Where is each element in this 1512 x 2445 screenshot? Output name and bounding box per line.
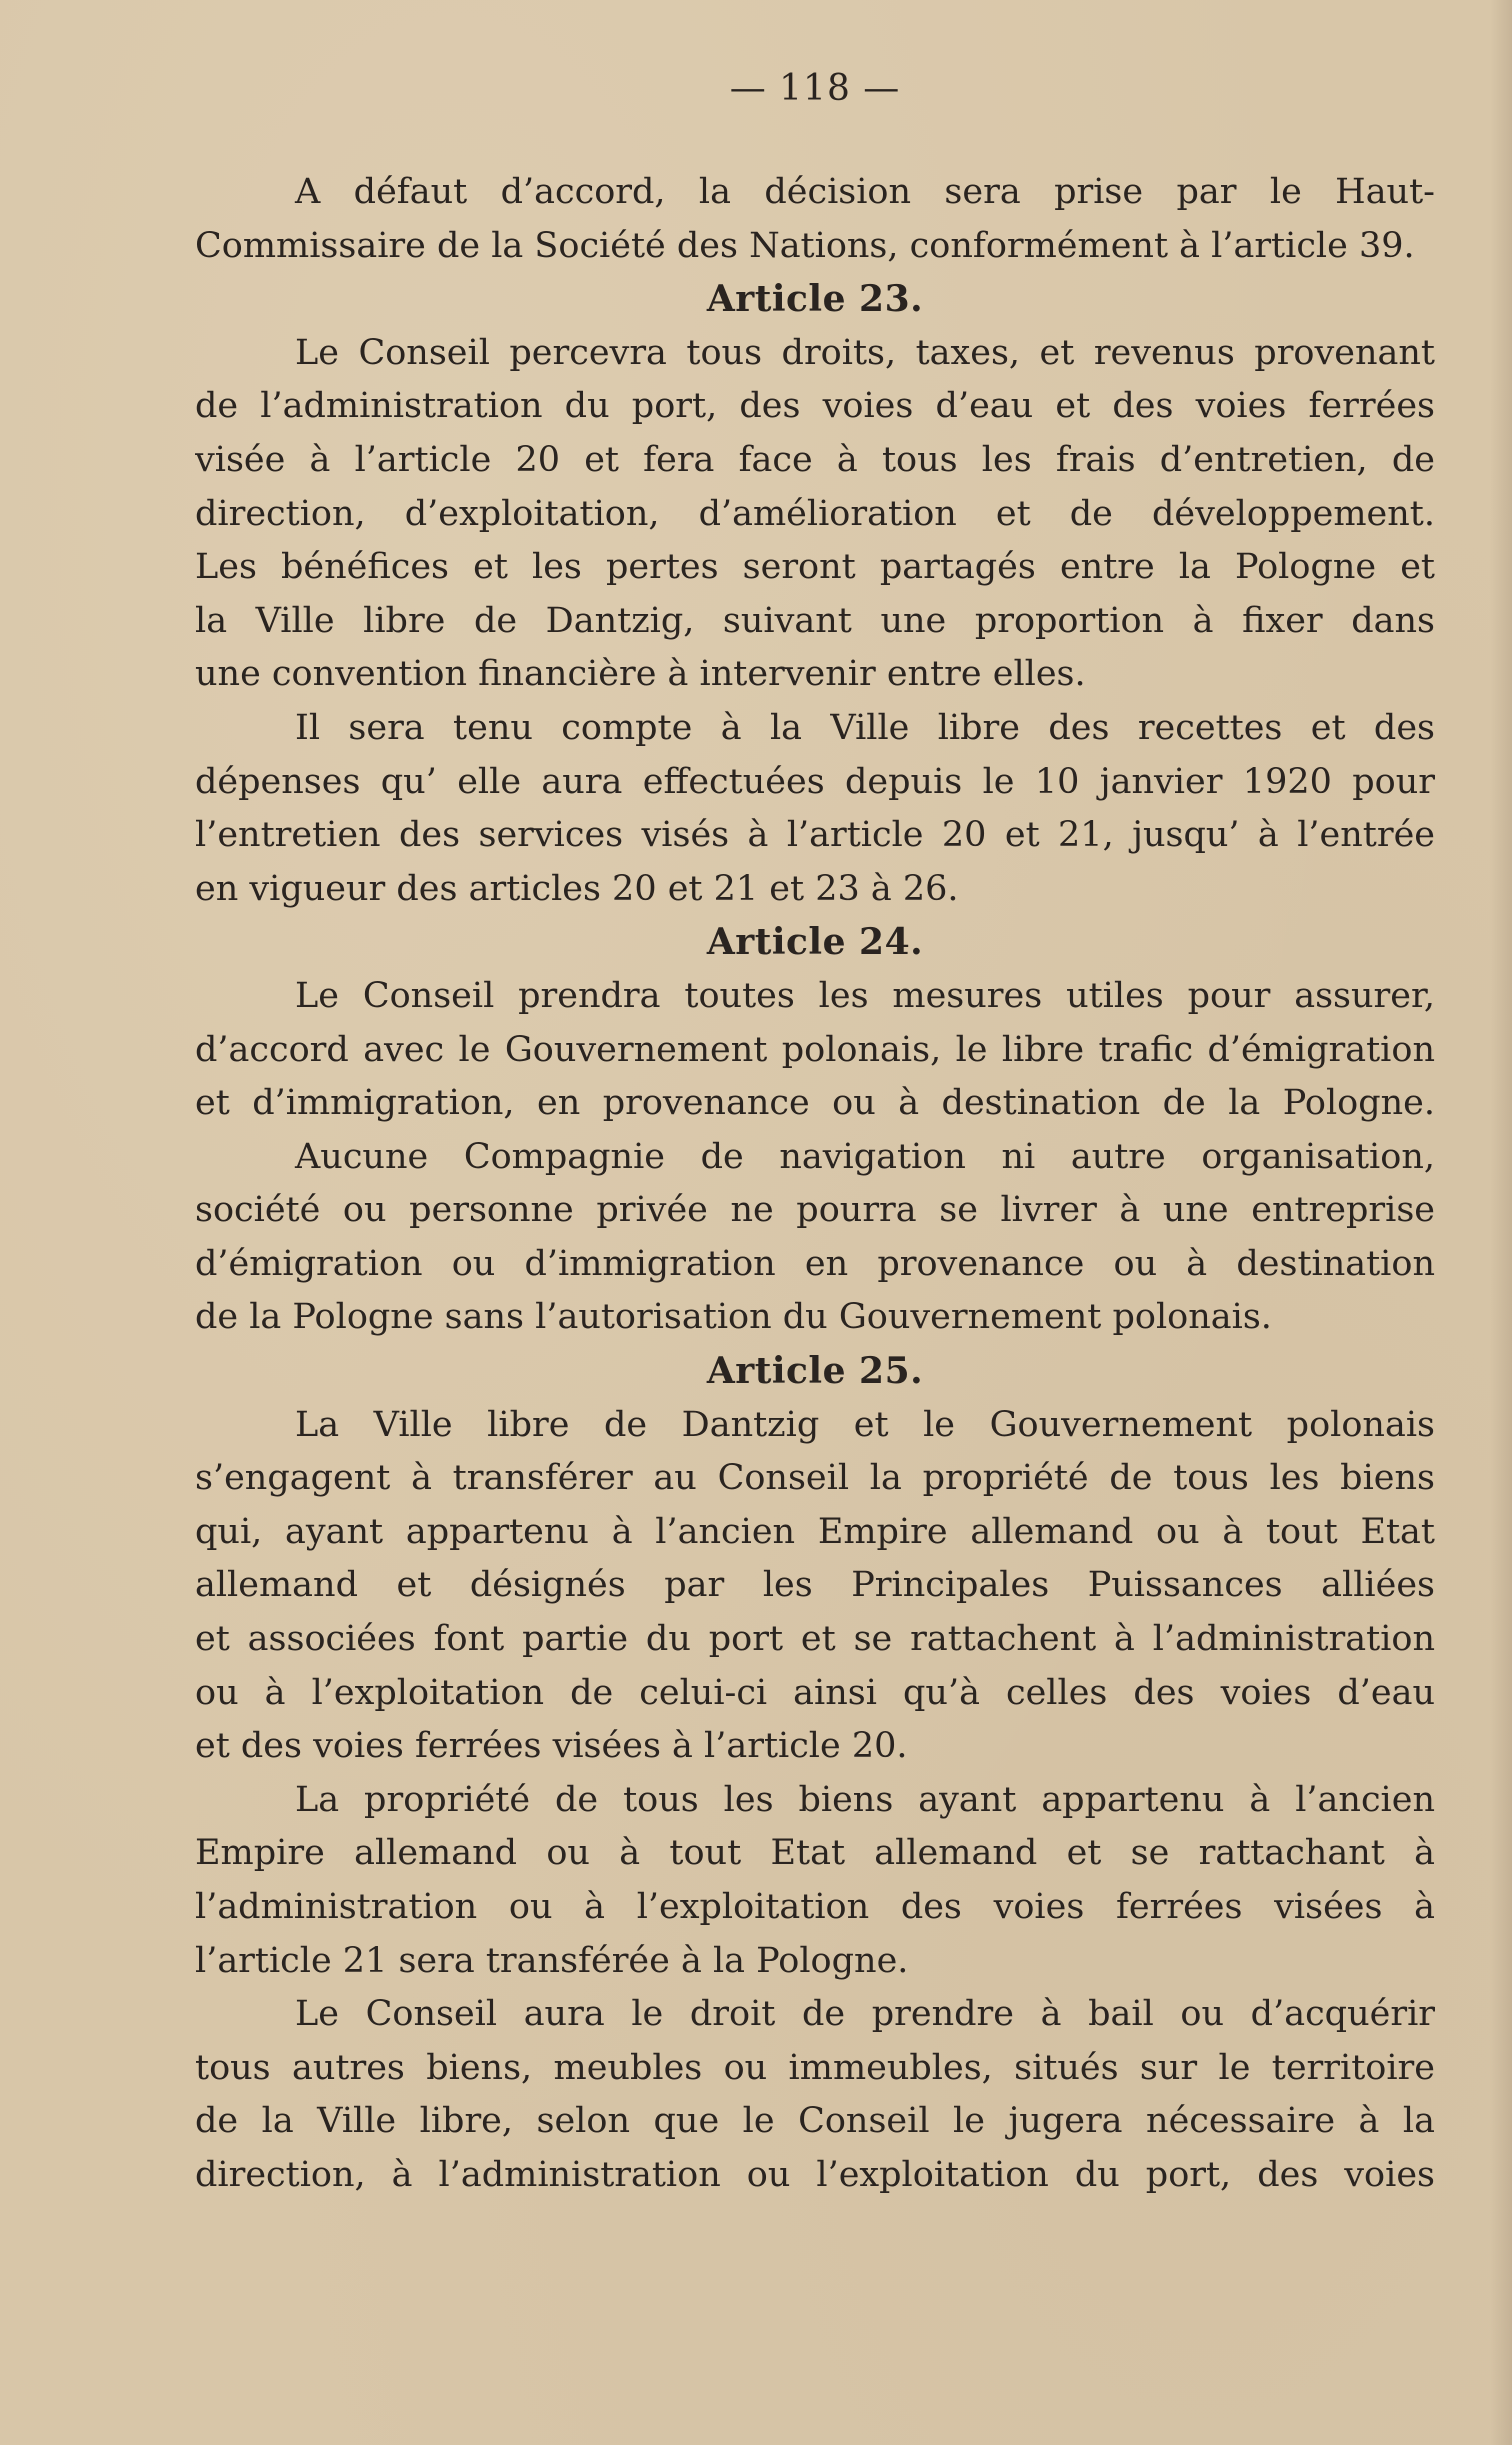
article-heading-23: Article 23. [706, 278, 924, 321]
text-line: l’article 21 sera transférée à la Pologne. [195, 1940, 909, 1981]
text-line: une convention financière à intervenir entre elles. [195, 654, 1086, 695]
text-line: Le Conseil percevra tous droits, taxes, et revenus provenant [295, 332, 1435, 373]
text-line: allemand et désignés par les Principales Puissances alliées [195, 1565, 1435, 1606]
text-line: s’engagent à transférer au Conseil la propriété de tous les biens [195, 1458, 1435, 1499]
text-line: de l’administration du port, des voies d’eau et des voies ferrées [195, 386, 1435, 427]
article-heading-25: Article 25. [706, 1350, 924, 1393]
text-line: direction, d’exploitation, d’amélioration et de développement. [195, 493, 1435, 534]
text-line: Le Conseil aura le droit de prendre à bail ou d’acquérir [295, 1994, 1435, 2035]
text-line: A défaut d’accord, la décision sera prise par le Haut- [295, 172, 1435, 212]
text-line: tous autres biens, meubles ou immeubles, situés sur le territoire [195, 2047, 1435, 2088]
text-line: et d’immigration, en provenance ou à destination de la Pologne. [195, 1083, 1435, 1124]
text-line: l’administration ou à l’exploitation des voies ferrées visées à [195, 1887, 1435, 1927]
text-line: et des voies ferrées visées à l’article 20. [195, 1726, 908, 1767]
page-edge-shadow [1490, 0, 1512, 2445]
text-line: d’accord avec le Gouvernement polonais, le libre trafic d’émigration [195, 1029, 1435, 1070]
text-line: Commissaire de la Société des Nations, conformément à l’article 39. [195, 225, 1415, 266]
text-line: La Ville libre de Dantzig et le Gouvernement polonais [295, 1404, 1435, 1445]
text-line: ou à l’exploitation de celui-ci ainsi qu’à celles des voies d’eau [195, 1672, 1435, 1713]
page-number: — 118 — [729, 68, 901, 109]
text-line: Les bénéfices et les pertes seront partagés entre la Pologne et [195, 547, 1435, 588]
text-line: dépenses qu’ elle aura effectuées depuis le 10 janvier 1920 pour [195, 761, 1435, 802]
text-line: La propriété de tous les biens ayant appartenu à l’ancien [295, 1779, 1435, 1820]
text-line: société ou personne privée ne pourra se livrer à une entreprise [195, 1190, 1435, 1231]
text-line: Aucune Compagnie de navigation ni autre organisation, [295, 1136, 1435, 1177]
text-line: de la Ville libre, selon que le Conseil le jugera nécessaire à la [195, 2101, 1435, 2142]
text-line: la Ville libre de Dantzig, suivant une proportion à fixer dans [195, 600, 1435, 641]
text-line: qui, ayant appartenu à l’ancien Empire allemand ou à tout Etat [195, 1511, 1435, 1552]
text-line: l’entretien des services visés à l’article 20 et 21, jusqu’ à l’entrée [195, 815, 1435, 856]
text-line: et associées font partie du port et se rattachent à l’administration [195, 1619, 1435, 1660]
article-heading-24: Article 24. [706, 921, 924, 964]
text-line: en vigueur des articles 20 et 21 et 23 à 26. [195, 868, 959, 909]
text-line: de la Pologne sans l’autorisation du Gouvernement polonais. [195, 1297, 1272, 1338]
text-line: Le Conseil prendra toutes les mesures utiles pour assurer, [295, 975, 1435, 1016]
page-body [195, 166, 1435, 2203]
text-line: d’émigration ou d’immigration en provenance ou à destination [195, 1243, 1435, 1284]
text-line: direction, à l’administration ou l’exploitation du port, des voies [195, 2154, 1435, 2195]
text-line: Il sera tenu compte à la Ville libre des recettes et des [295, 707, 1435, 748]
text-line: Empire allemand ou à tout Etat allemand et se rattachant à [195, 1833, 1435, 1874]
text-line: visée à l’article 20 et fera face à tous les frais d’entretien, de [195, 439, 1435, 480]
